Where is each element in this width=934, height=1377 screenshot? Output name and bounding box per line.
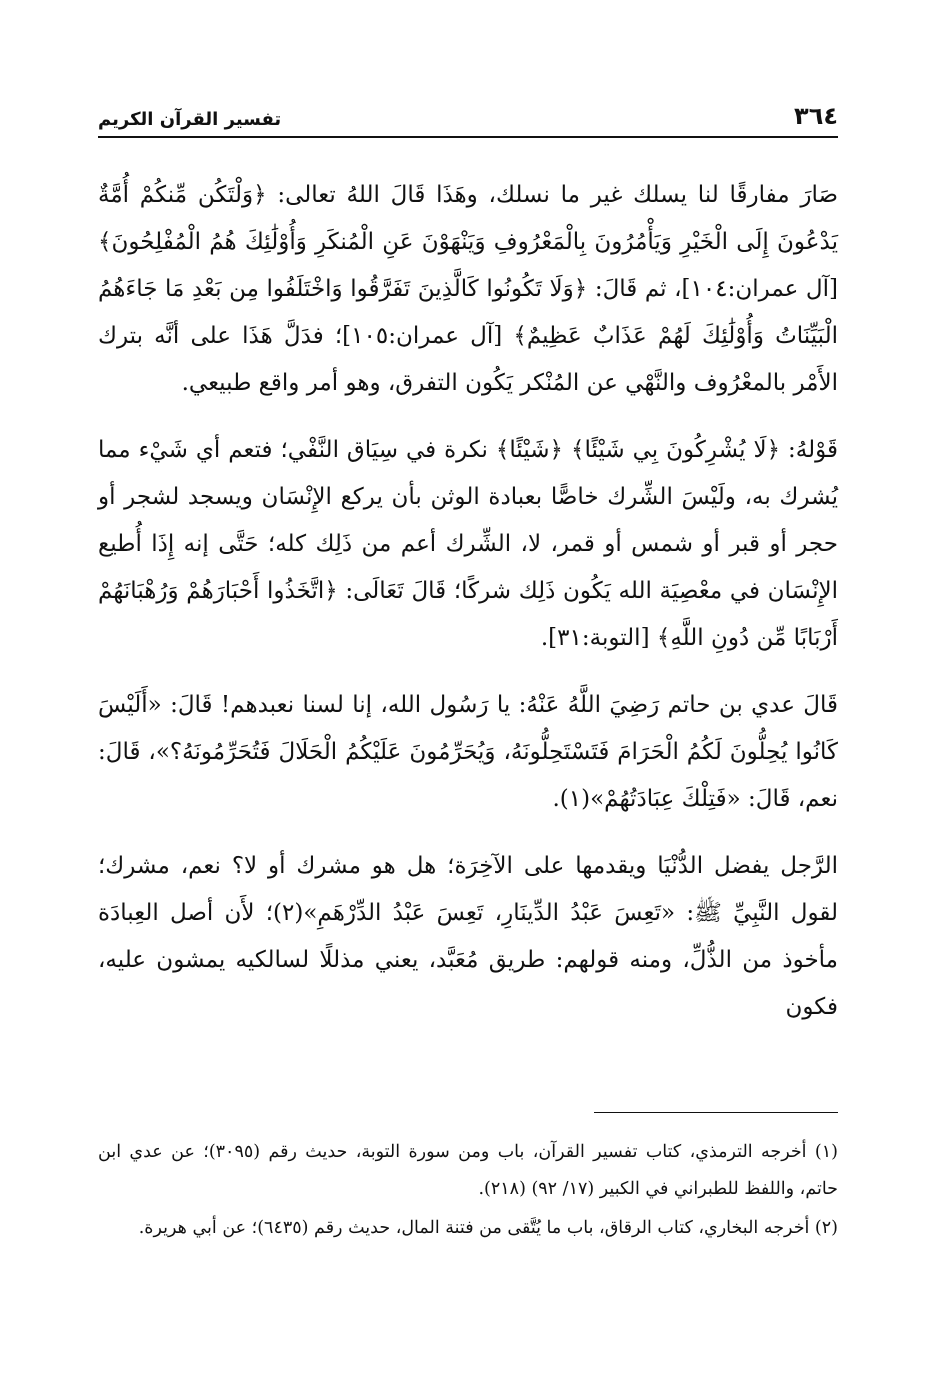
paragraph: صَارَ مفارقًا لنا يسلك غير ما نسلك، وهَذَا قَالَ اللهُ تعالى: ﴿وَلْتَكُن مِّنكُمْ أُمَّةٌ يَدْعُونَ إِلَى الْخَيْرِ وَيَأْمُرُونَ بِالْمَعْرُوفِ وَيَنْهَوْنَ عَنِ الْمُنكَرِ وَأُوْلَٰئِكَ هُمُ الْمُفْلِحُونَ﴾ [آل عمران:١٠٤]، ثم قَالَ: ﴿وَلَا تَكُونُوا كَالَّذِينَ تَفَرَّقُوا وَاخْتَلَفُوا مِن بَعْدِ مَا جَاءَهُمُ الْبَيِّنَاتُ وَأُوْلَٰئِكَ لَهُمْ عَذَابٌ عَظِيمٌ﴾ [آل عمران:١٠٥]؛ فدَلَّ هَذَا على أنَّه بترك الأَمْر بالمعْرُوف والنَّهْي عن المُنْكر يَكُون التفرق، وهو أمر واقع طبيعي. [98, 182, 838, 396]
footnote: (٢) أخرجه البخاري، كتاب الرقاق، باب ما يُتَّقى من فتنة المال، حديث رقم (٦٤٣٥)؛ عن أبي هريرة. [138, 1218, 838, 1238]
book-title: تفسير القرآن الكريم [98, 109, 282, 130]
page-header [98, 96, 838, 138]
page-number: ٣٦٤ [794, 102, 838, 130]
footnotes [98, 1134, 838, 1249]
footnote: (١) أخرجه الترمذي، كتاب تفسير القرآن، باب ومن سورة التوبة، حديث رقم (٣٠٩٥)؛ عن عدي ابن حاتم، واللفظ للطبراني في الكبير (١٧/ ٩٢) (٢١٨). [98, 1142, 838, 1199]
main-text [98, 172, 838, 1051]
footnote-divider [594, 1112, 838, 1113]
paragraph: الرَّجل يفضل الدُّنْيَا ويقدمها على الآخِرَة؛ هل هو مشرك أو لا؟ نعم، مشرك؛ لقول النَّبِيِّ ﷺ: «تَعِسَ عَبْدُ الدِّينَارِ، تَعِسَ عَبْدُ الدِّرْهَمِ»(٢)؛ لأَن أصل العِبادَة مأخوذ من الذُّلِّ، ومنه قولهم: طريق مُعَبَّد، يعني مذللًا لسالكيه يمشون عليه، فكون [98, 853, 838, 1020]
paragraph: قَالَ عدي بن حاتم رَضِيَ اللَّهُ عَنْهُ: يا رَسُول الله، إنا لسنا نعبدهم! قَالَ: «أَلَيْسَ كَانُوا يُحِلُّونَ لَكُمُ الْحَرَامَ فَتَسْتَحِلُّونَهُ، وَيُحَرِّمُونَ عَلَيْكُمُ الْحَلَالَ فَتُحَرِّمُونَهُ؟»، قَالَ: نعم، قَالَ: «فَتِلْكَ عِبَادَتُهُمْ»(١). [98, 692, 838, 812]
paragraph: قَوْلهُ: ﴿لَا يُشْرِكُونَ بِي شَيْئًا﴾ ﴿شَيْئًا﴾ نكرة في سِيَاق النَّفْي؛ فتعم أي شَيْء مما يُشرك به، ولَيْسَ الشِّرك خاصًّا بعبادة الوثن بأن يركع الإِنْسَان ويسجد لشجر أو حجر أو قبر أو شمس أو قمر، لا، الشِّرك أعم من ذَلِك كله؛ حَتَّى إنه إِذَا أُطيع الإِنْسَان في معْصِيَة الله يَكُون ذَلِك شركًا؛ قَالَ تَعَالَى: ﴿اتَّخَذُوا أَحْبَارَهُمْ وَرُهْبَانَهُمْ أَرْبَابًا مِّن دُونِ اللَّهِ﴾ [التوبة:٣١]. [98, 437, 838, 651]
